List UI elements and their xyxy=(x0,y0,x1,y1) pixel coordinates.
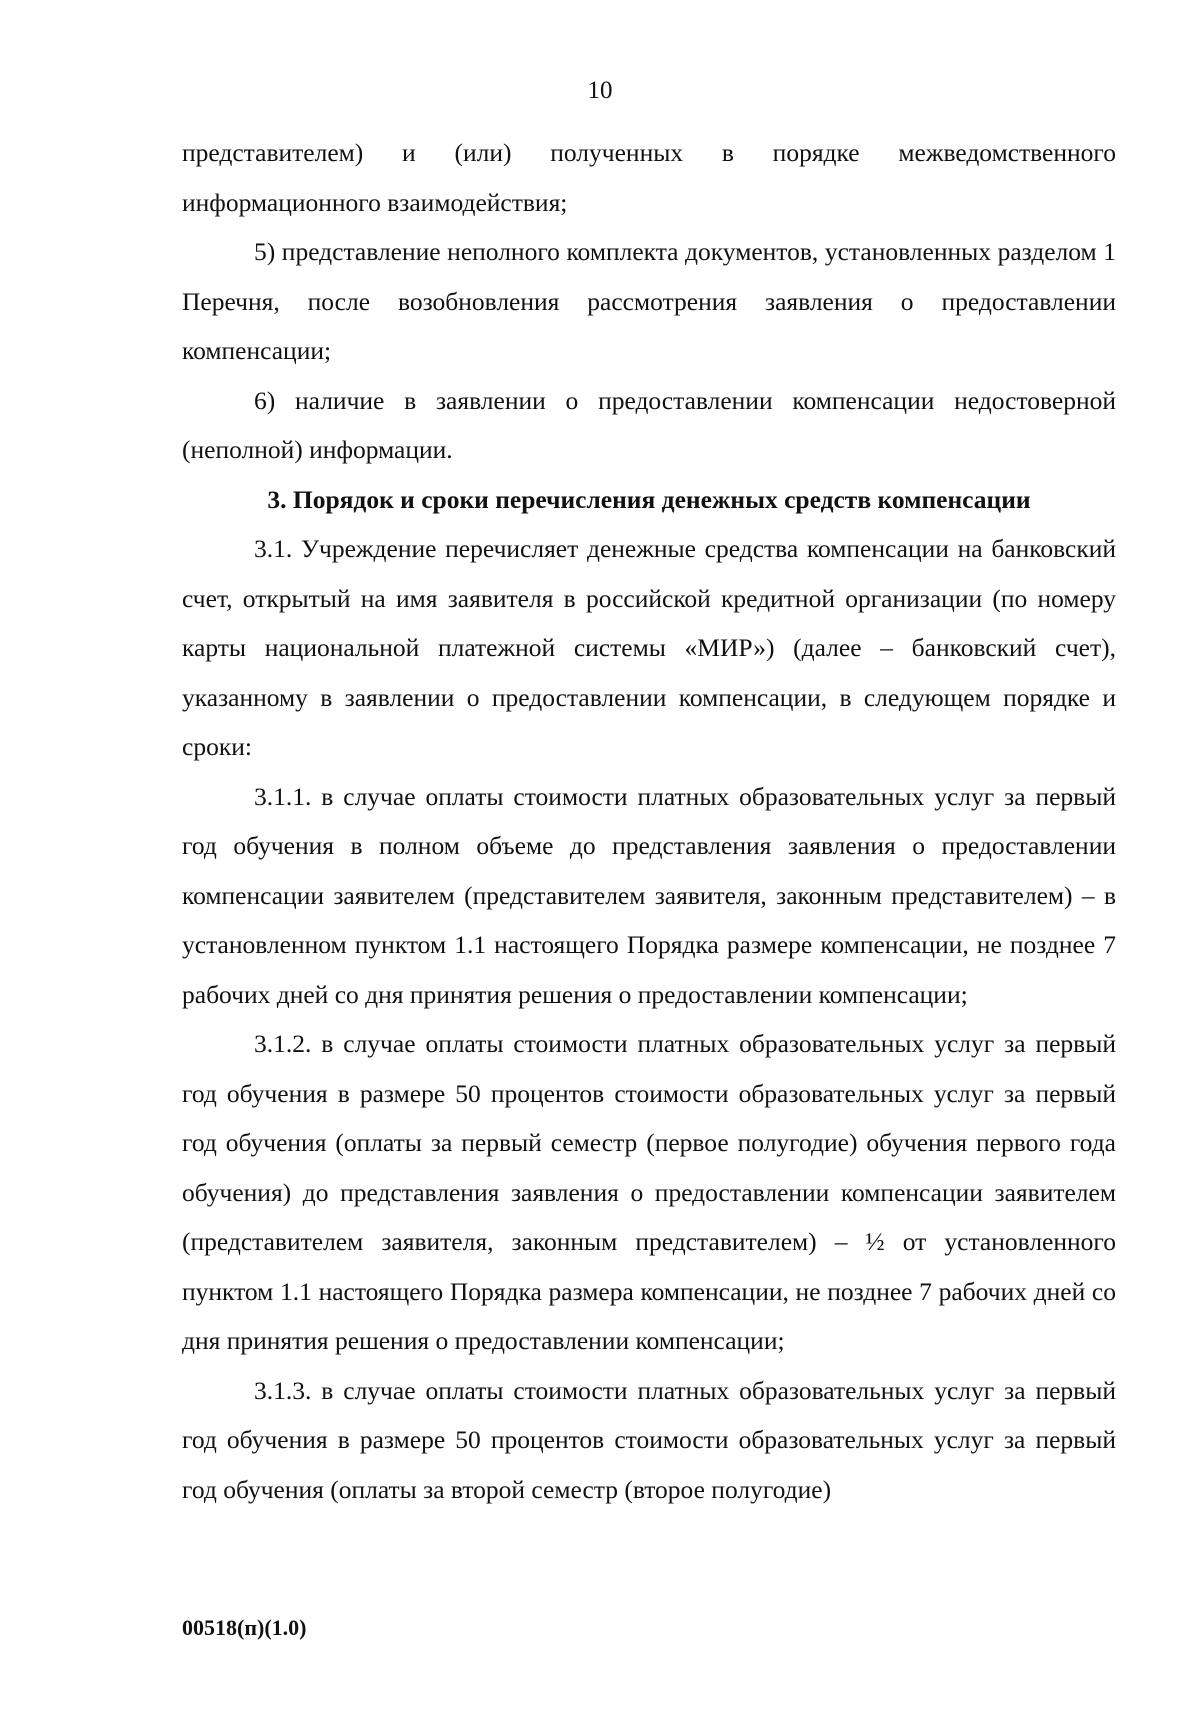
paragraph-3-1-2: 3.1.2. в случае оплаты стоимости платных образовательных услуг за первый год обучения в размере 50 процентов стоимости образовательных услуг за первый год обучения (оплаты за первый семестр (первое полугодие) обучения первого года обучения) до представления заявления о предоставлении компенсации заявителем (представителем заявителя, законным представителем) – ½ от установленного пунктом 1.1 настоящего Порядка размера компенсации, не позднее 7 рабочих дней со дня принятия решения о предоставлении компенсации; xyxy=(182,1029,1116,1355)
paragraph-3-1-1: 3.1.1. в случае оплаты стоимости платных образовательных услуг за первый год обучения в полном объеме до представления заявления о предоставлении компенсации заявителем (представителем заявителя, законным представителем) – в установленном пунктом 1.1 настоящего Порядка размере компенсации, не позднее 7 рабочих дней со дня принятия решения о предоставлении компенсации; xyxy=(182,781,1116,1009)
paragraph-3-1: 3.1. Учреждение перечисляет денежные средства компенсации на банковский счет, открытый на имя заявителя в российской кредитной организации (по номеру карты национальной платежной системы «МИР») (далее – банковский счет), указанному в заявлении о предоставлении компенсации, в следующем порядке и сроки: xyxy=(182,534,1116,761)
paragraph-3-1-3: 3.1.3. в случае оплаты стоимости платных образовательных услуг за первый год обучения в размере 50 процентов стоимости образовательных услуг за первый год обучения (оплаты за второй семестр (второе полугодие) xyxy=(182,1375,1116,1504)
document-code: 00518(п)(1.0) xyxy=(182,1615,307,1640)
paragraph-continuation: представителем) и (или) полученных в порядке межведомственного информационного взаимодействия; xyxy=(182,138,1116,217)
page-number: 10 xyxy=(587,77,613,104)
paragraph-item-5: 5) представление неполного комплекта документов, установленных разделом 1 Перечня, после возобновления рассмотрения заявления о предоставлении компенсации; xyxy=(182,237,1116,365)
section-heading: 3. Порядок и сроки перечисления денежных средств компенсации xyxy=(267,484,1031,514)
paragraph-item-6: 6) наличие в заявлении о предоставлении компенсации недостоверной (неполной) информации. xyxy=(182,385,1116,464)
document-body xyxy=(182,128,1116,1514)
